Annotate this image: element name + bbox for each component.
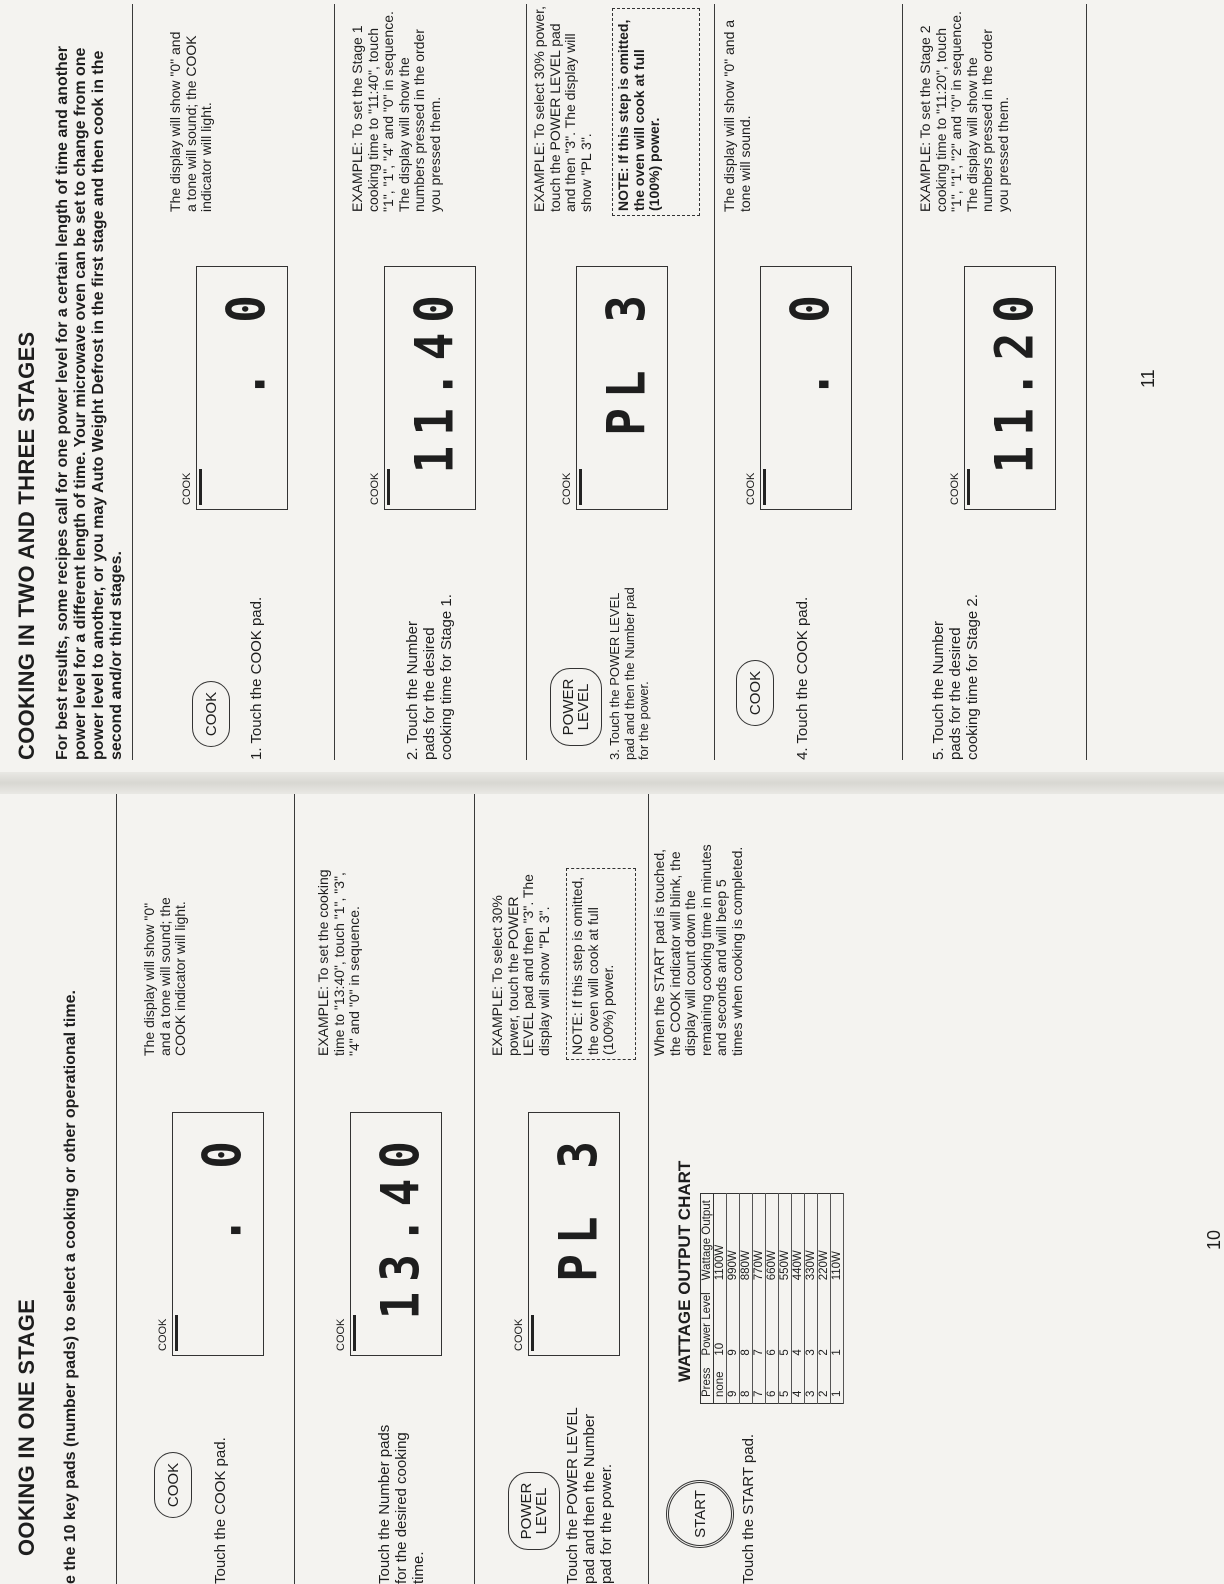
cell: 2 [818,1362,831,1404]
step-instruction: Touch the Number pads for the desired cooking time. [376,1424,427,1584]
cook-indicator-label: COOK [335,1318,347,1351]
divider [902,4,903,760]
divider [294,794,295,1584]
page-number: 10 [1204,1229,1224,1250]
power-level-pad[interactable]: POWER LEVEL [508,1472,560,1550]
cell: 3 [805,1286,818,1361]
step-instruction: 2. Touch the Number pads for the desired cooking time for Stage 1. [404,594,455,760]
note-box [566,868,636,1060]
table-row [740,1194,753,1404]
cook-indicator [763,469,766,505]
cook-indicator [199,469,202,505]
step-note: EXAMPLE: To select 30% power, touch the POWER LEVEL pad and then "3". The display will show "PL 3". [489,874,552,1056]
page-title: OOKING IN ONE STAGE [14,1298,39,1556]
display-panel [561,266,668,510]
binding-gutter [0,772,1224,794]
cell: 7 [753,1362,766,1404]
display-panel [157,1112,264,1356]
cook-indicator [579,469,582,505]
page-number: 11 [1138,369,1158,388]
step-note: The display will show "0" and a tone will sound. [721,19,753,212]
display-panel [745,266,852,510]
divider [714,4,715,760]
divider [526,4,527,760]
display-panel [949,266,1056,510]
display-panel [513,1112,620,1356]
cell: 990W [727,1194,740,1287]
display-panel [369,266,476,510]
cell: 330W [805,1194,818,1287]
cell: 440W [792,1194,805,1287]
cell: 4 [792,1362,805,1404]
column-header: Press [701,1362,714,1404]
page-title: COOKING IN TWO AND THREE STAGES [14,331,39,760]
divider [474,794,475,1584]
step-instruction: 5. Touch the Number pads for the desired cooking time for Stage 2. [930,594,981,760]
cell: 6 [766,1286,779,1361]
display-readout: PL 3 [546,1131,609,1282]
display-readout: . 0 [190,1131,253,1245]
step-instruction: 3. Touch the POWER LEVEL pad and then the Number pad for the power. [607,587,651,760]
display-readout: PL 3 [594,285,657,436]
cook-indicator-label: COOK [561,472,573,505]
cell: 1 [831,1286,844,1361]
display-readout: 11.20 [982,285,1045,474]
cook-pad[interactable]: COOK [154,1452,192,1518]
table-row [753,1194,766,1404]
cell: 9 [727,1286,740,1361]
cell: 110W [831,1194,844,1287]
cook-indicator-label: COOK [949,472,961,505]
display-panel [181,266,288,510]
note-box [612,8,700,216]
cook-pad[interactable]: COOK [736,660,774,726]
cell: 9 [727,1362,740,1404]
display-readout: 13.40 [368,1131,431,1320]
cell: 3 [805,1362,818,1404]
cook-indicator [967,469,970,505]
step-instruction: 1. Touch the COOK pad. [248,596,265,760]
note-text: NOTE: If this step is omitted, the oven will cook at full (100%) power. [569,876,616,1055]
cell: 880W [740,1194,753,1287]
divider [1086,4,1087,760]
step-note: EXAMPLE: To set the cooking time to "13:40", touch "1", "3", "4" and "0" in sequence. [315,869,362,1056]
cell: 10 [714,1286,727,1361]
power-level-pad[interactable]: POWER LEVEL [550,668,602,746]
cell: 220W [818,1194,831,1287]
cell: 770W [753,1194,766,1287]
cell: 660W [766,1194,779,1287]
cell: 2 [818,1286,831,1361]
divider [334,4,335,760]
chart-title: WATTAGE OUTPUT CHART [675,1160,694,1382]
page-11 [0,0,1224,772]
cell: 8 [740,1286,753,1361]
step-instruction: Touch the POWER LEVEL pad and then the Number pad for the power. [564,1407,615,1584]
display-readout: . 0 [214,285,277,399]
table-row [792,1194,805,1404]
cell: 550W [779,1194,792,1287]
cook-indicator-label: COOK [369,472,381,505]
cell: 4 [792,1286,805,1361]
cook-indicator-label: COOK [745,472,757,505]
cell: none [714,1362,727,1404]
step-note: The display will show "0" and a tone will sound; the COOK indicator will light. [167,31,214,212]
column-header: Power Level [701,1286,714,1361]
step-instruction: Touch the START pad. [740,1433,757,1584]
table-row [779,1194,792,1404]
display-panel [335,1112,442,1356]
step-note: The display will show "0" and a tone will sound; the COOK indicator will light. [141,897,188,1056]
note-text: NOTE: If this step is omitted, the oven will cook at full (100%) power. [615,19,662,211]
page-intro: For best results, some recipes call for one power level for a certain length of time and another power level for a different length of time. Your microwave oven can be set to change from one power level to another, or you may Auto Weight Defrost in the first stage and then cook in the second and/or third stages. [54,46,125,760]
cell: 7 [753,1286,766,1361]
cell: 5 [779,1362,792,1404]
cook-indicator-label: COOK [513,1318,525,1351]
divider [648,794,649,1584]
column-header: Wattage Output [701,1194,714,1287]
step-note: EXAMPLE: To select 30% power, touch the POWER LEVEL pad and then "3". The display will show "PL 3". [531,6,594,212]
cell: 1 [831,1362,844,1404]
table-row [727,1194,740,1404]
page-intro: e the 10 key pads (number pads) to select a cooking or other operational time. [62,990,79,1584]
cook-indicator-label: COOK [157,1318,169,1351]
step-note: EXAMPLE: To set the Stage 2 cooking time to "11:20", touch "1", "1", "2" and "0" in sequence. The display will show the numbers pressed in the order you pressed them. [917,11,1011,212]
cook-indicator [387,469,390,505]
cell: 8 [740,1362,753,1404]
wattage-chart [700,1193,844,1404]
cook-indicator [175,1315,178,1351]
step-note: EXAMPLE: To set the Stage 1 cooking time to "11:40", touch "1", "1", "4" and "0" in sequence. The display will show the numbers pressed in the order you pressed them. [349,11,443,212]
cell: 1100W [714,1194,727,1287]
table-row [831,1194,844,1404]
table-row [818,1194,831,1404]
divider [132,4,133,760]
step-instruction: 4. Touch the COOK pad. [794,596,811,760]
display-readout: . 0 [778,285,841,399]
cook-indicator-label: COOK [181,472,193,505]
display-readout: 11.40 [402,285,465,474]
table-row [805,1194,818,1404]
table-row [714,1194,727,1404]
cell: 5 [779,1286,792,1361]
cook-pad[interactable]: COOK [192,681,230,747]
cook-indicator [531,1315,534,1351]
table-row [766,1194,779,1404]
divider [116,794,117,1584]
step-instruction: Touch the COOK pad. [212,1437,229,1584]
cell: 6 [766,1362,779,1404]
step-note: When the START pad is touched, the COOK indicator will blink, the display will count down the remaining cooking time in minutes and seconds and will beep 5 times when cooking is completed. [651,844,745,1056]
cook-indicator [353,1315,356,1351]
start-pad[interactable]: START [666,1480,734,1548]
page-10 [0,794,1224,1584]
